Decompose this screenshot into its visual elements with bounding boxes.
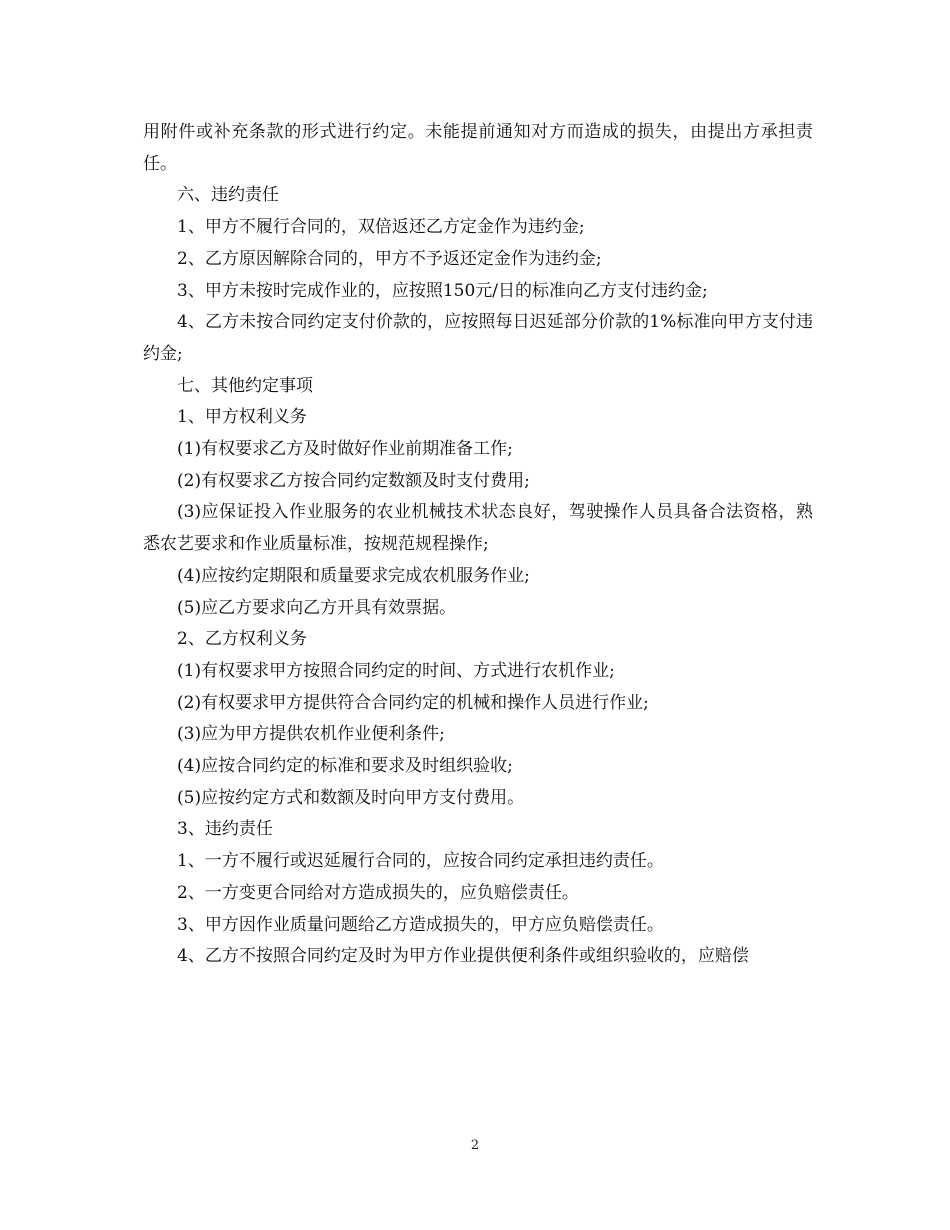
paragraph: 七、其他约定事项 <box>177 375 313 396</box>
paragraph: 2、一方变更合同给对方造成损失的，应负赔偿责任。 <box>177 882 579 903</box>
paragraph: 六、违约责任 <box>177 185 279 206</box>
paragraph: 4、乙方未按合同约定支付价款的，应按照每日迟延部分价款的1%标准向甲方支付违约金; <box>143 312 813 364</box>
paragraph: (3)应为甲方提供农机作业便利条件; <box>177 724 445 745</box>
paragraph: (5)应乙方要求向乙方开具有效票据。 <box>177 597 457 618</box>
paragraph: (5)应按约定方式和数额及时向甲方支付费用。 <box>177 787 525 808</box>
paragraph: (1)有权要求甲方按照合同约定的时间、方式进行农机作业; <box>177 660 615 681</box>
paragraph: 1、甲方权利义务 <box>177 407 307 428</box>
paragraph: 1、甲方不履行合同的，双倍返还乙方定金作为违约金; <box>177 217 585 238</box>
paragraph: 3、甲方因作业质量问题给乙方造成损失的，甲方应负赔偿责任。 <box>177 914 664 935</box>
paragraph: (4)应按合同约定的标准和要求及时组织验收; <box>177 756 513 777</box>
paragraph: (3)应保证投入作业服务的农业机械技术状态良好，驾驶操作人员具备合法资格，熟悉农艺要求和作业质量标准，按规范规程操作; <box>143 502 813 555</box>
paragraph: 1、一方不履行或迟延履行合同的，应按合同约定承担违约责任。 <box>177 851 664 872</box>
document-body <box>143 117 813 973</box>
paragraph: 4、乙方不按照合同约定及时为甲方作业提供便利条件或组织验收的，应赔偿 <box>177 946 749 967</box>
paragraph: (2)有权要求乙方按合同约定数额及时支付费用; <box>177 470 530 491</box>
paragraph: (4)应按约定期限和质量要求完成农机服务作业; <box>177 565 530 586</box>
page-number: 2 <box>470 1138 480 1153</box>
paragraph: (2)有权要求甲方提供符合合同约定的机械和操作人员进行作业; <box>177 692 649 713</box>
paragraph: 3、违约责任 <box>177 819 273 840</box>
paragraph: 3、甲方未按时完成作业的，应按照150元/日的标准向乙方支付违约金; <box>177 280 708 301</box>
paragraph: 用附件或补充条款的形式进行约定。未能提前通知对方而造成的损失，由提出方承担责任。 <box>143 122 813 174</box>
paragraph: (1)有权要求乙方及时做好作业前期准备工作; <box>177 439 513 460</box>
paragraph: 2、乙方权利义务 <box>177 629 307 650</box>
paragraph: 2、乙方原因解除合同的，甲方不予返还定金作为违约金; <box>177 248 602 269</box>
